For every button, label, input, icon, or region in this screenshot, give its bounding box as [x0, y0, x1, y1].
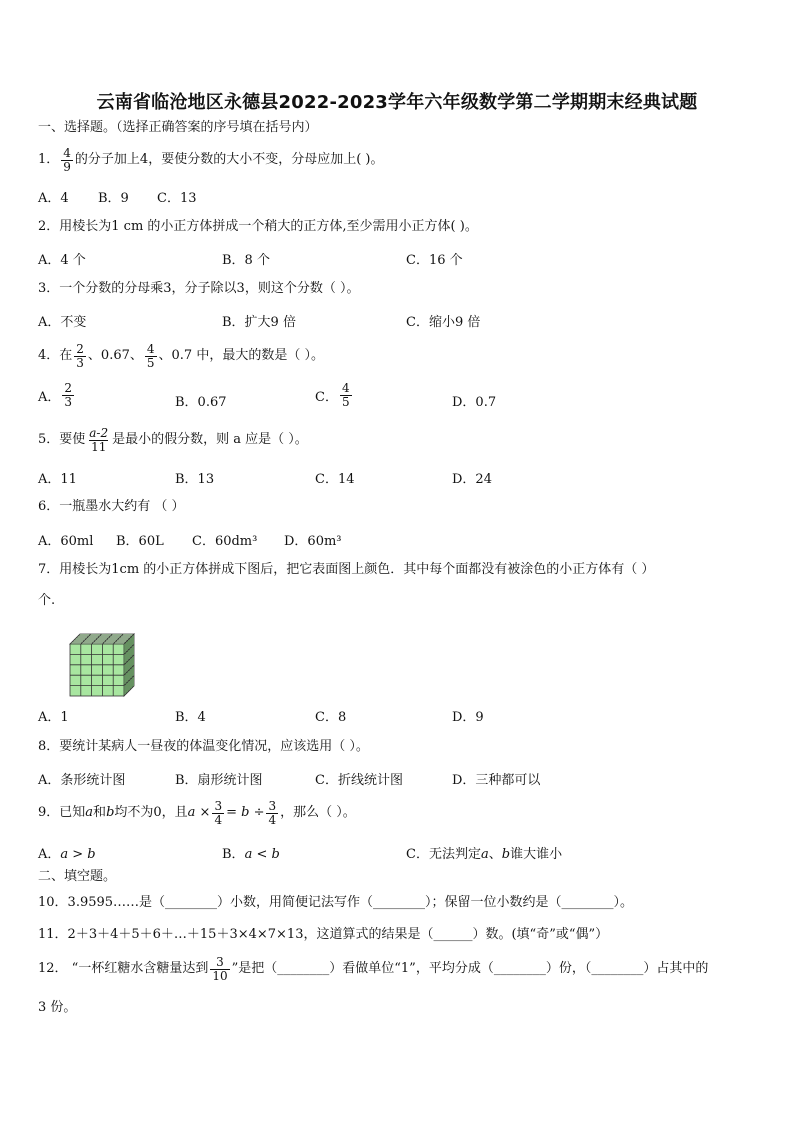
q1-fraction: $\frac{4}{9}$ [63, 145, 71, 174]
question-2: 2．用棱长为1 cm 的小正方体拼成一个稍大的正方体,至少需用小正方体( )。 [38, 219, 478, 234]
q7-option-d[interactable]: D．9 [452, 710, 484, 725]
cube-front-face [70, 644, 124, 696]
cube-figure [66, 632, 138, 698]
q2-option-a[interactable]: A．4 个 [38, 253, 86, 268]
q3-option-a[interactable]: A．不变 [38, 315, 87, 330]
q7-option-c[interactable]: C．8 [315, 710, 347, 725]
question-7-continued: 个. [38, 593, 56, 608]
cube-right-face [124, 634, 134, 696]
q1-options [38, 187, 778, 207]
q1-option-b[interactable]: B．9 [98, 191, 129, 206]
q9-options [38, 843, 778, 863]
q5-option-c[interactable]: C．14 [315, 472, 355, 487]
question-3: 3．一个分数的分母乘3，分子除以3，则这个分数（ ）。 [38, 281, 360, 296]
question-10: 10．3.9595……是（________）小数，用简便记法写作（________）；保留一位小数约是（________）。 [38, 895, 634, 910]
q5-fraction: $\frac{a-2}{11}$ [89, 425, 109, 454]
question-11: 11．2＋3＋4＋5＋6＋…＋15＋3×4×7×13，这道算式的结果是（______）数。(填“奇”或“偶”） [38, 927, 609, 942]
q6-options [38, 530, 778, 550]
q9-option-a[interactable]: A．a > b [38, 847, 96, 862]
q1-text: 的分子加上4，要使分数的大小不变，分母应加上( )。 [74, 152, 384, 167]
q3-options [38, 311, 778, 331]
q6-option-c[interactable]: C．60dm³ [192, 534, 258, 549]
q9-fraction-1: $\frac{3}{4}$ [214, 798, 223, 827]
page-title: 云南省临沧地区永德县2022-2023学年六年级数学第二学期期末经典试题 [96, 92, 698, 113]
section-heading-fill: 二、填空题。 [38, 869, 117, 884]
q4-option-b[interactable]: B．0.67 [175, 395, 227, 410]
question-5: 5．要使 $\frac{a-2}{11}$ 是最小的假分数，则 a 应是（ ）。 [38, 425, 308, 454]
section-heading-choice: 一、选择题。（选择正确答案的序号填在括号内） [38, 120, 318, 135]
question-7: 7．用棱长为1cm 的小正方体拼成下图后，把它表面图上颜色．其中每个面都没有被涂色的小正方体有（ ） [38, 562, 655, 577]
question-12-continued: 3 份。 [38, 1000, 77, 1015]
question-12: 12． “一杯红糖水含糖量达到 $\frac{3}{10}$ ”是把（________）看做单位“1”，平均分成（________）份，（________）占其中的 [38, 954, 709, 983]
question-6: 6．一瓶墨水大约有 （ ） [38, 499, 185, 514]
q1-number: 1． [38, 152, 60, 167]
q8-option-b[interactable]: B．扇形统计图 [175, 773, 263, 788]
q4-options [38, 380, 778, 416]
q7-option-b[interactable]: B．4 [175, 710, 206, 725]
q1-option-c[interactable]: C．13 [157, 191, 197, 206]
q3-option-c[interactable]: C．缩小9 倍 [406, 315, 481, 330]
q7-options [38, 706, 778, 726]
q1-option-a[interactable]: A．4 [38, 191, 69, 206]
q9-option-b[interactable]: B．a < b [222, 847, 280, 862]
question-1 [38, 146, 383, 174]
q8-option-d[interactable]: D．三种都可以 [452, 773, 541, 788]
q2-option-c[interactable]: C．16 个 [406, 253, 463, 268]
q8-option-a[interactable]: A．条形统计图 [38, 773, 126, 788]
q3-option-b[interactable]: B．扩大9 倍 [222, 315, 296, 330]
q4-option-d[interactable]: D．0.7 [452, 395, 497, 410]
question-9: 9．已知 a 和 b 均不为0，且 a × $\frac{3}{4}$ = b ÷ $\frac{3}{4}$ ，那么（ ）。 [38, 798, 356, 827]
q4-fraction-1: $\frac{2}{3}$ [76, 341, 84, 370]
q6-option-b[interactable]: B．60L [116, 534, 164, 549]
q5-options [38, 468, 778, 488]
q4-fraction-2: $\frac{4}{5}$ [146, 341, 155, 370]
q9-fraction-2: $\frac{3}{4}$ [268, 798, 277, 827]
q12-fraction: $\frac{3}{10}$ [212, 954, 228, 983]
q5-option-b[interactable]: B．13 [175, 472, 215, 487]
q5-option-a[interactable]: A．11 [38, 472, 77, 487]
q2-options [38, 249, 778, 269]
q6-option-a[interactable]: A．60ml [38, 534, 94, 549]
q7-option-a[interactable]: A．1 [38, 710, 69, 725]
q8-options [38, 769, 778, 789]
q5-option-d[interactable]: D．24 [452, 472, 492, 487]
q4-option-a[interactable]: A． $\frac{2}{3}$ [38, 381, 73, 409]
q8-option-c[interactable]: C．折线统计图 [315, 773, 403, 788]
q2-option-b[interactable]: B．8 个 [222, 253, 270, 268]
q6-option-d[interactable]: D．60m³ [284, 534, 342, 549]
q9-option-c[interactable]: C．无法判定a、b谁大谁小 [406, 847, 563, 862]
question-8: 8．要统计某病人一昼夜的体温变化情况，应该选用（ ）。 [38, 739, 369, 754]
q4-option-c[interactable]: C． $\frac{4}{5}$ [315, 381, 350, 409]
cube-top-face [70, 634, 134, 644]
question-4: 4．在 $\frac{2}{3}$ 、0.67、 $\frac{4}{5}$ 、0.7 中，最大的数是（ ）。 [38, 341, 324, 370]
